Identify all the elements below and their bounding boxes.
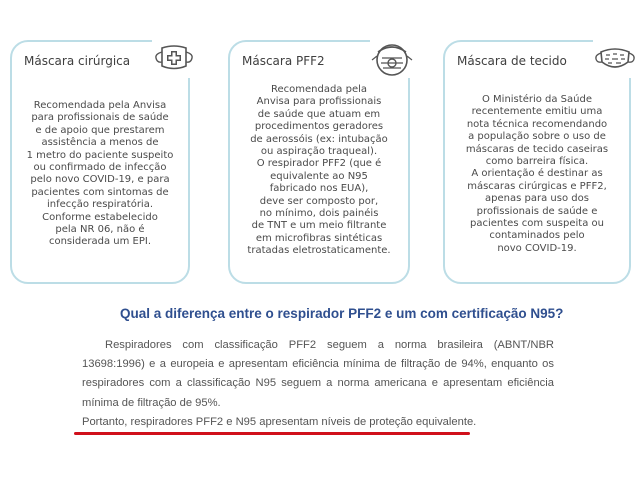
card-surgical-mask [10, 40, 190, 284]
faq-question: Qual a diferença entre o respirador PFF2 e um com certificação N95? [120, 306, 564, 321]
card-cloth-mask [443, 40, 631, 284]
surgical-mask-cross-icon [152, 38, 196, 78]
card-body: O Ministério da Saúde recentemente emitiu uma nota técnica recomendando a população sobre o uso de máscaras de tecido caseiras como barreira física. A orientação é destinar as máscaras cirúrgicas e PFF2, apenas para uso dos profissionais de saúde e pacientes com suspeita ou contaminados pelo novo COVID-19. [465, 94, 609, 254]
card-title: Máscara PFF2 [242, 54, 325, 68]
card-body: Recomendada pela Anvisa para profissionais de saúde e de apoio que prestarem assistência a menos de 1 metro do paciente suspeito ou confirmado de infecção pelo novo COVID-19, e para pacientes com sintomas de infecção respiratória. Conforme estabelecido pela NR 06, não é considerada um EPI. [26, 100, 174, 248]
cloth-mask-icon [593, 38, 637, 78]
respirator-mask-icon [370, 38, 414, 78]
card-title: Máscara cirúrgica [24, 54, 131, 68]
card-body: Recomendada pela Anvisa para profissionais de saúde que atuam em procedimentos geradores de aerossóis (ex: intubação ou aspiração traqueal). O respirador PFF2 (que é equivalente ao N95 fabricado nos EUA), deve ser composto por, no mínimo, dois painéis de TNT e um meio filtrante em microfibras sintéticas tratadas eletrostaticamente. [247, 84, 391, 257]
card-title: Máscara de tecido [457, 54, 567, 68]
highlight-underline [74, 432, 470, 435]
faq-paragraph: Respiradores com classificação PFF2 seguem a norma brasileira (ABNT/NBR 13698:1996) e a europeia e apresentam eficiência mínima de filtração de 94%, enquanto os respiradores com a classificação N95 seguem a norma americana e apresentam eficiência mínima de filtração de 95%. [82, 339, 554, 409]
faq-answer [82, 336, 554, 432]
faq-section [0, 300, 640, 480]
faq-conclusion: Portanto, respiradores PFF2 e N95 apresentam níveis de proteção equivalente. [82, 415, 477, 428]
card-pff2-mask [228, 40, 410, 284]
